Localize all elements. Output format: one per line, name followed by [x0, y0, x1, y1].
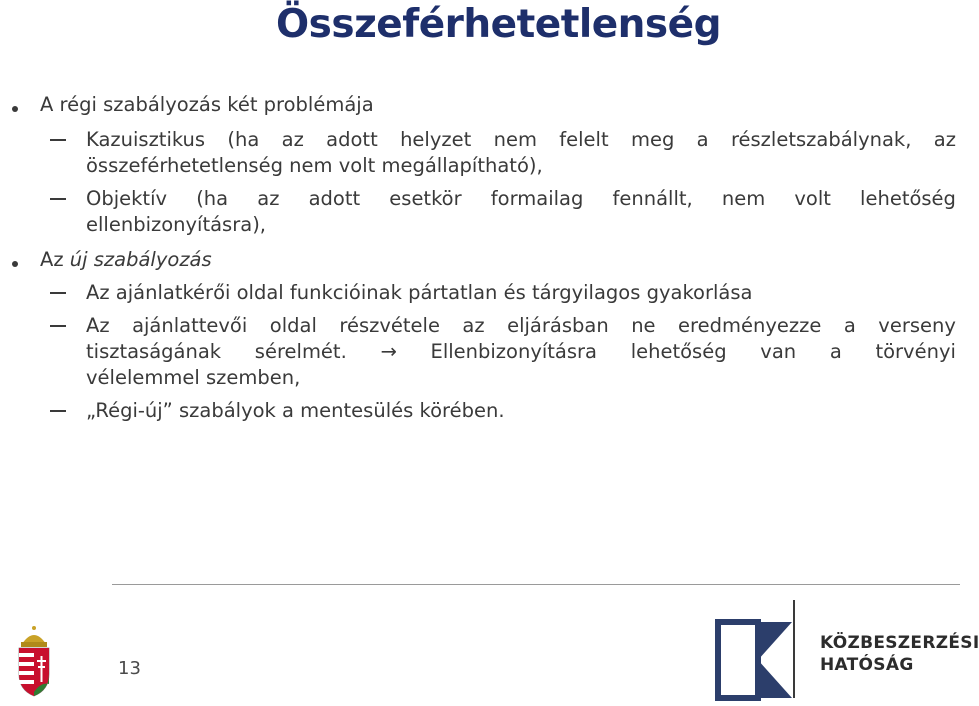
hungarian-coat-of-arms-icon	[14, 622, 54, 698]
bullet-2-text: Az új szabályozás	[40, 248, 212, 271]
sub-1-2-line-1: Objektív (ha az adott esetkör formailag fennállt, nem volt lehetőség	[86, 187, 956, 210]
sub-2-2-line-2: tisztaságának sérelmét. → Ellenbizonyításra lehetőség van a törvényi	[86, 340, 956, 363]
dash-marker	[50, 410, 66, 412]
kozbeszerzesi-hatosag-logo-icon	[714, 596, 808, 702]
bullet-1-text: A régi szabályozás két problémája	[40, 93, 374, 116]
sub-2-1-line: Az ajánlatkérői oldal funkcióinak pártatlan és tárgyilagos gyakorlása	[86, 281, 753, 304]
sub-2-2-line-1: Az ajánlattevői oldal részvétele az eljárásban ne eredményezze a verseny	[86, 314, 956, 337]
slide-title: Összeférhetetlenség	[276, 2, 721, 47]
dash-marker	[50, 292, 66, 294]
arrow-right-icon: →	[380, 340, 397, 363]
bullet-dot	[12, 261, 18, 267]
sub-1-2-line-2: ellenbizonyításra),	[86, 213, 266, 236]
authority-logo-text	[820, 632, 979, 676]
sub-1-1-line-1: Kazuisztikus (ha az adott helyzet nem felelt meg a részletszabálynak, az	[86, 128, 956, 151]
bullet-dot	[12, 106, 18, 112]
sub-2-3-line: „Régi-új” szabályok a mentesülés körében.	[86, 399, 505, 422]
page-number: 13	[118, 658, 141, 679]
dash-marker	[50, 325, 66, 327]
logo-line-1: KÖZBESZERZÉSI	[820, 633, 979, 653]
dash-marker	[50, 198, 66, 200]
emphasis-new-regulation: új szabályozás	[69, 248, 212, 271]
footer-divider	[112, 584, 960, 585]
sub-2-2-line-3: vélelemmel szemben,	[86, 366, 301, 389]
dash-marker	[50, 139, 66, 141]
sub-1-1-line-2: összeférhetetlenség nem volt megállapítható),	[86, 154, 543, 177]
logo-line-2: HATÓSÁG	[820, 655, 914, 675]
